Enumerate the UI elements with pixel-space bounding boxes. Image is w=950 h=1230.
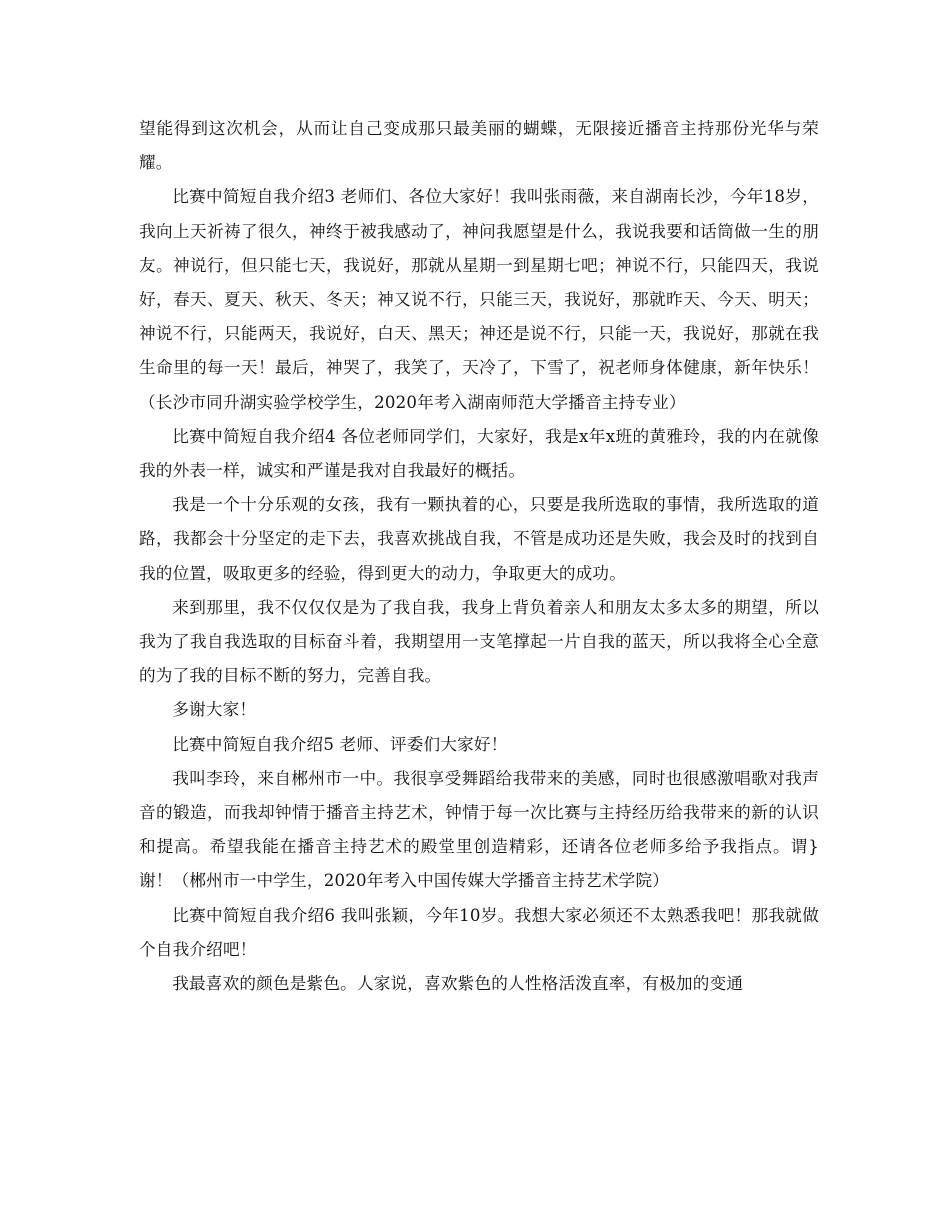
paragraph-6: 多谢大家！	[172, 700, 257, 720]
paragraph-2: 比赛中简短自我介绍3 老师们、各位大家好！我叫张雨薇，来自湖南长沙，今年18岁，我向上天祈祷了很久，神终于被我感动了，神问我愿望是什么，我说我要和话筒做一生的朋友。神说行，但只能七天，我说好，那就从星期一到星期七吧；神说不行，只能四天，我说好，春天、夏天、秋天、冬天；神又说不行，只能三天，我说好，那就昨天、今天、明天；神说不行，只能两天，我说好，白天、黑天；神还是说不行，只能一天，我说好，那就在我生命里的每一天！最后，神哭了，我笑了，天冷了，下雪了，祝老师身体健康，新年快乐！（长沙市同升湖实验学校学生，2020年考入湖南师范大学播音主持专业）	[139, 187, 819, 412]
document-body	[139, 112, 819, 1001]
paragraph-8: 我叫李玲，来自郴州市一中。我很享受舞蹈给我带来的美感，同时也很感激唱歌对我声音的锻造，而我却钟情于播音主持艺术，钟情于每一次比赛与主持经历给我带来的新的认识和提高。希望我能在播音主持艺术的殿堂里创造精彩，还请各位老师多给予我指点。谓}谢！（郴州市一中学生，2020年考入中国传媒大学播音主持艺术学院）	[139, 768, 819, 891]
paragraph-4: 我是一个十分乐观的女孩，我有一颗执着的心，只要是我所选取的事情，我所选取的道路，我都会十分坚定的走下去，我喜欢挑战自我，不管是成功还是失败，我会及时的找到自我的位置，吸取更多的经验，得到更大的动力，争取更大的成功。	[139, 495, 819, 583]
paragraph-9: 比赛中简短自我介绍6 我叫张颖，今年10岁。我想大家必须还不太熟悉我吧！那我就做个自我介绍吧！	[139, 905, 819, 959]
paragraph-1: 望能得到这次机会，从而让自己变成那只最美丽的蝴蝶，无限接近播音主持那份光华与荣耀。	[139, 119, 819, 173]
paragraph-7: 比赛中简短自我介绍5 老师、评委们大家好！	[172, 734, 508, 754]
paragraph-3: 比赛中简短自我介绍4 各位老师同学们，大家好，我是x年x班的黄雅玲，我的内在就像我的外表一样，诚实和严谨是我对自我最好的概括。	[139, 426, 819, 481]
paragraph-5: 来到那里，我不仅仅仅是为了我自我，我身上背负着亲人和朋友太多太多的期望，所以我为了我自我选取的目标奋斗着，我期望用一支笔撑起一片自我的蓝天，所以我将全心全意的为了我的目标不断的努力，完善自我。	[139, 597, 819, 686]
paragraph-10: 我最喜欢的颜色是紫色。人家说，喜欢紫色的人性格活泼直率，有极加的变通	[172, 974, 744, 994]
